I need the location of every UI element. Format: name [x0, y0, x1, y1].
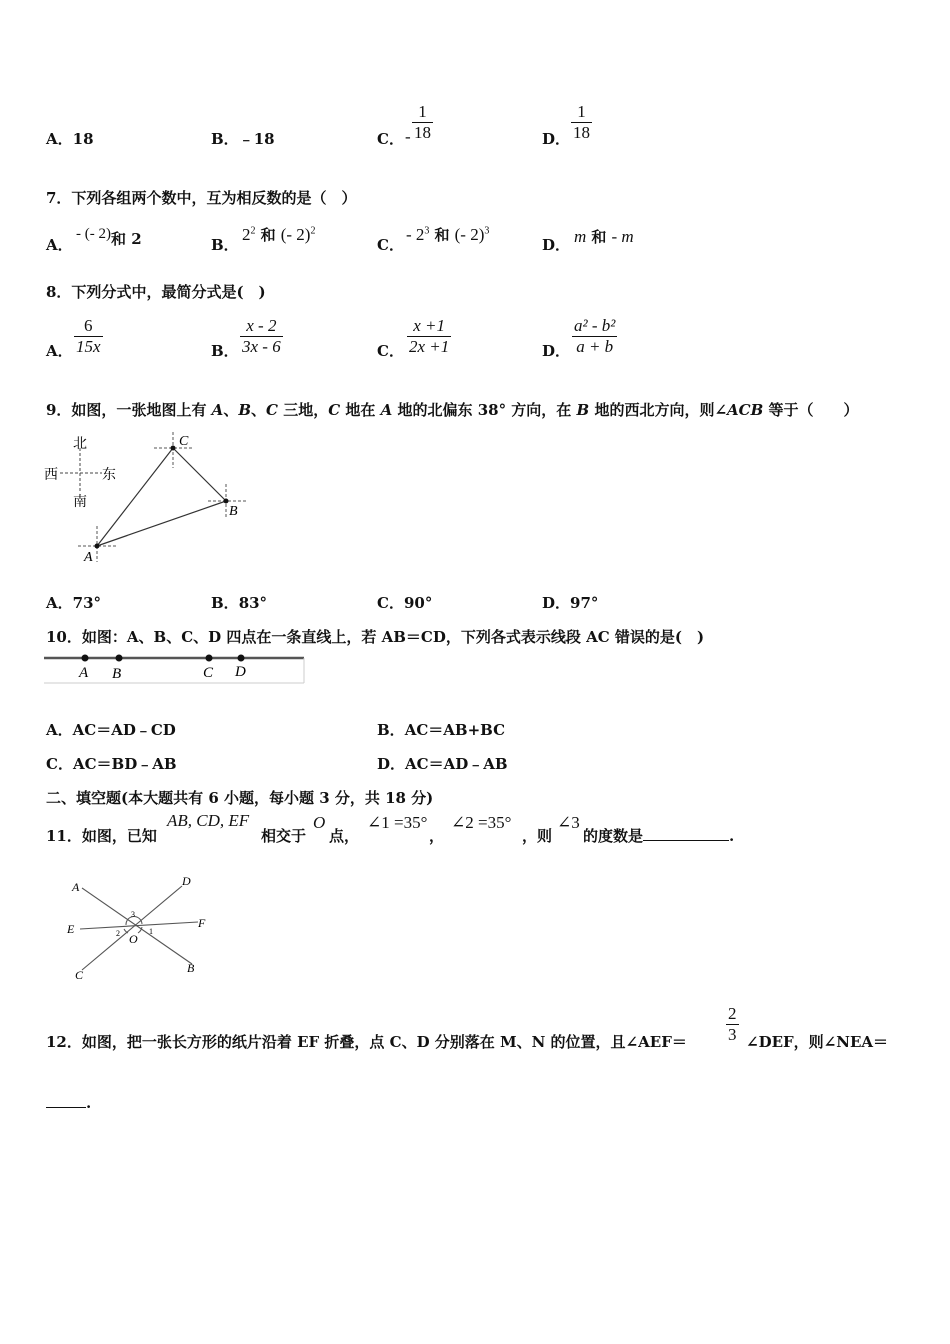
- q9-option-b: B．83°: [211, 594, 268, 612]
- q11-text-2: 相交于: [261, 827, 307, 845]
- label-d: D: [182, 874, 191, 888]
- point-c: [171, 446, 176, 451]
- q7-option-b: $2^2$ 和 (- 2)$^2$: [242, 225, 316, 244]
- segment-ac: [97, 448, 173, 546]
- label-a: A: [79, 665, 89, 681]
- section-2-title: 二、填空题(本大题共有 6 小题，每小题 3 分，共 18 分): [46, 789, 434, 807]
- label-o: O: [129, 932, 138, 946]
- label-b: B: [229, 504, 238, 519]
- q11-point-o: O: [313, 813, 326, 832]
- q9-map-figure: [40, 428, 260, 568]
- label-c: C: [203, 665, 214, 681]
- q8-option-d-fraction: $\frac{\text{a² - b²}}{a + b}$: [574, 316, 616, 356]
- q8-option-c-label: C．: [377, 342, 404, 360]
- compass-north: 北: [73, 437, 87, 452]
- q11-text-3: 点，: [329, 827, 360, 845]
- q6-option-d-fraction: $\frac{1}{18}$: [573, 102, 590, 142]
- q9-option-d: D．97°: [542, 594, 599, 612]
- q6-option-b: B．﹣18: [211, 130, 275, 148]
- q6-option-d-label: D．: [542, 130, 571, 148]
- label-a: A: [84, 550, 93, 565]
- q6-option-c-label: C．: [377, 130, 404, 148]
- q9-stem: 9．如图，一张地图上有 A、B、C 三地，C 地在 A 地的北偏东 38° 方向，在 B 地的西北方向，则∠ACB 等于（ ）: [46, 401, 859, 419]
- q10-stem: 10．如图：A、B、C、D 四点在一条直线上，若 AB＝CD，下列各式表示线段 AC 错误的是( ): [46, 628, 705, 646]
- label-a: A: [72, 880, 80, 894]
- q11-answer-blank[interactable]: [643, 840, 729, 841]
- segment-cb: [173, 448, 226, 501]
- q11-angle-3: ∠3: [557, 813, 580, 832]
- label-c: C: [75, 968, 84, 982]
- q10-option-b: B．AC＝AB+BC: [377, 721, 506, 739]
- label-b: B: [187, 961, 195, 975]
- point-a: [95, 544, 100, 549]
- label-d: D: [235, 664, 246, 680]
- q11-text-1: 11．如图，已知: [46, 827, 157, 845]
- point-c: [206, 655, 213, 662]
- q12-answer-blank[interactable]: [46, 1107, 86, 1108]
- point-d: [238, 655, 245, 662]
- q11-comma: ，: [429, 827, 445, 845]
- q10-option-a: A．AC＝AD﹣CD: [46, 721, 176, 739]
- q9-option-c: C．90°: [377, 594, 433, 612]
- q7-option-c-label: C．: [377, 236, 404, 254]
- segment-ab: [97, 501, 226, 546]
- q8-option-d-label: D．: [542, 342, 571, 360]
- q7-option-a: - (- 2)和 2: [76, 226, 142, 248]
- q9-option-a: A．73°: [46, 594, 102, 612]
- q12-text-2: ∠DEF，则∠NEA＝: [746, 1033, 889, 1051]
- label-angle-1: 1: [149, 927, 153, 936]
- label-angle-2: 2: [116, 929, 120, 938]
- q8-option-b-label: B．: [211, 342, 239, 360]
- q8-stem: 8．下列分式中，最简分式是( ): [46, 283, 266, 301]
- q11-text-4: ，则: [522, 827, 553, 845]
- q11-figure: [62, 872, 222, 984]
- q6-option-c-fraction: $\frac{1}{18}$: [414, 102, 431, 142]
- q11-angle-1: ∠1 =35°: [367, 813, 428, 832]
- q12-fraction: $\frac{2}{3}$: [728, 1004, 737, 1044]
- q6-option-c-sign: -: [405, 127, 411, 146]
- q7-option-b-label: B．: [211, 236, 239, 254]
- q12-answer-line: .: [46, 1094, 91, 1112]
- q10-option-c: C．AC＝BD﹣AB: [46, 755, 177, 773]
- compass-west: 西: [44, 468, 58, 483]
- compass-east: 东: [102, 468, 116, 483]
- point-b: [224, 499, 229, 504]
- label-angle-3: 3: [131, 910, 135, 919]
- q10-option-d: D．AC＝AD﹣AB: [377, 755, 508, 773]
- q11-lines: AB, CD, EF: [167, 811, 250, 830]
- label-c: C: [179, 434, 189, 449]
- q7-stem: 7．下列各组两个数中，互为相反数的是（ ）: [46, 189, 357, 207]
- point-a: [82, 655, 89, 662]
- q8-option-a-label: A．: [46, 342, 73, 360]
- q8-option-a-fraction: $\frac{6}{15x}$: [76, 316, 101, 356]
- q11-answer-line: 的度数是 .: [583, 827, 735, 845]
- q7-option-c: - $2^3$ 和 (- 2)$^3$: [406, 225, 490, 244]
- q11-angle-2: ∠2 =35°: [451, 813, 512, 832]
- q7-option-d: m 和 - m: [574, 227, 634, 246]
- label-e: E: [67, 922, 75, 936]
- q10-line-figure: [44, 652, 306, 686]
- q8-option-b-fraction: $\frac{x - 2}{3x - 6}$: [242, 316, 281, 356]
- compass-south: 南: [73, 495, 87, 510]
- q6-option-a: A．18: [46, 130, 94, 148]
- label-f: F: [198, 916, 206, 930]
- q8-option-c-fraction: $\frac{x +1}{2x +1}$: [409, 316, 450, 356]
- q12-text-1: 12．如图，把一张长方形的纸片沿着 EF 折叠，点 C、D 分别落在 M、N 的位置，且∠AEF＝: [46, 1033, 687, 1051]
- q7-option-a-label: A．: [46, 236, 73, 254]
- point-b: [116, 655, 123, 662]
- label-b: B: [112, 666, 122, 682]
- q7-option-d-label: D．: [542, 236, 571, 254]
